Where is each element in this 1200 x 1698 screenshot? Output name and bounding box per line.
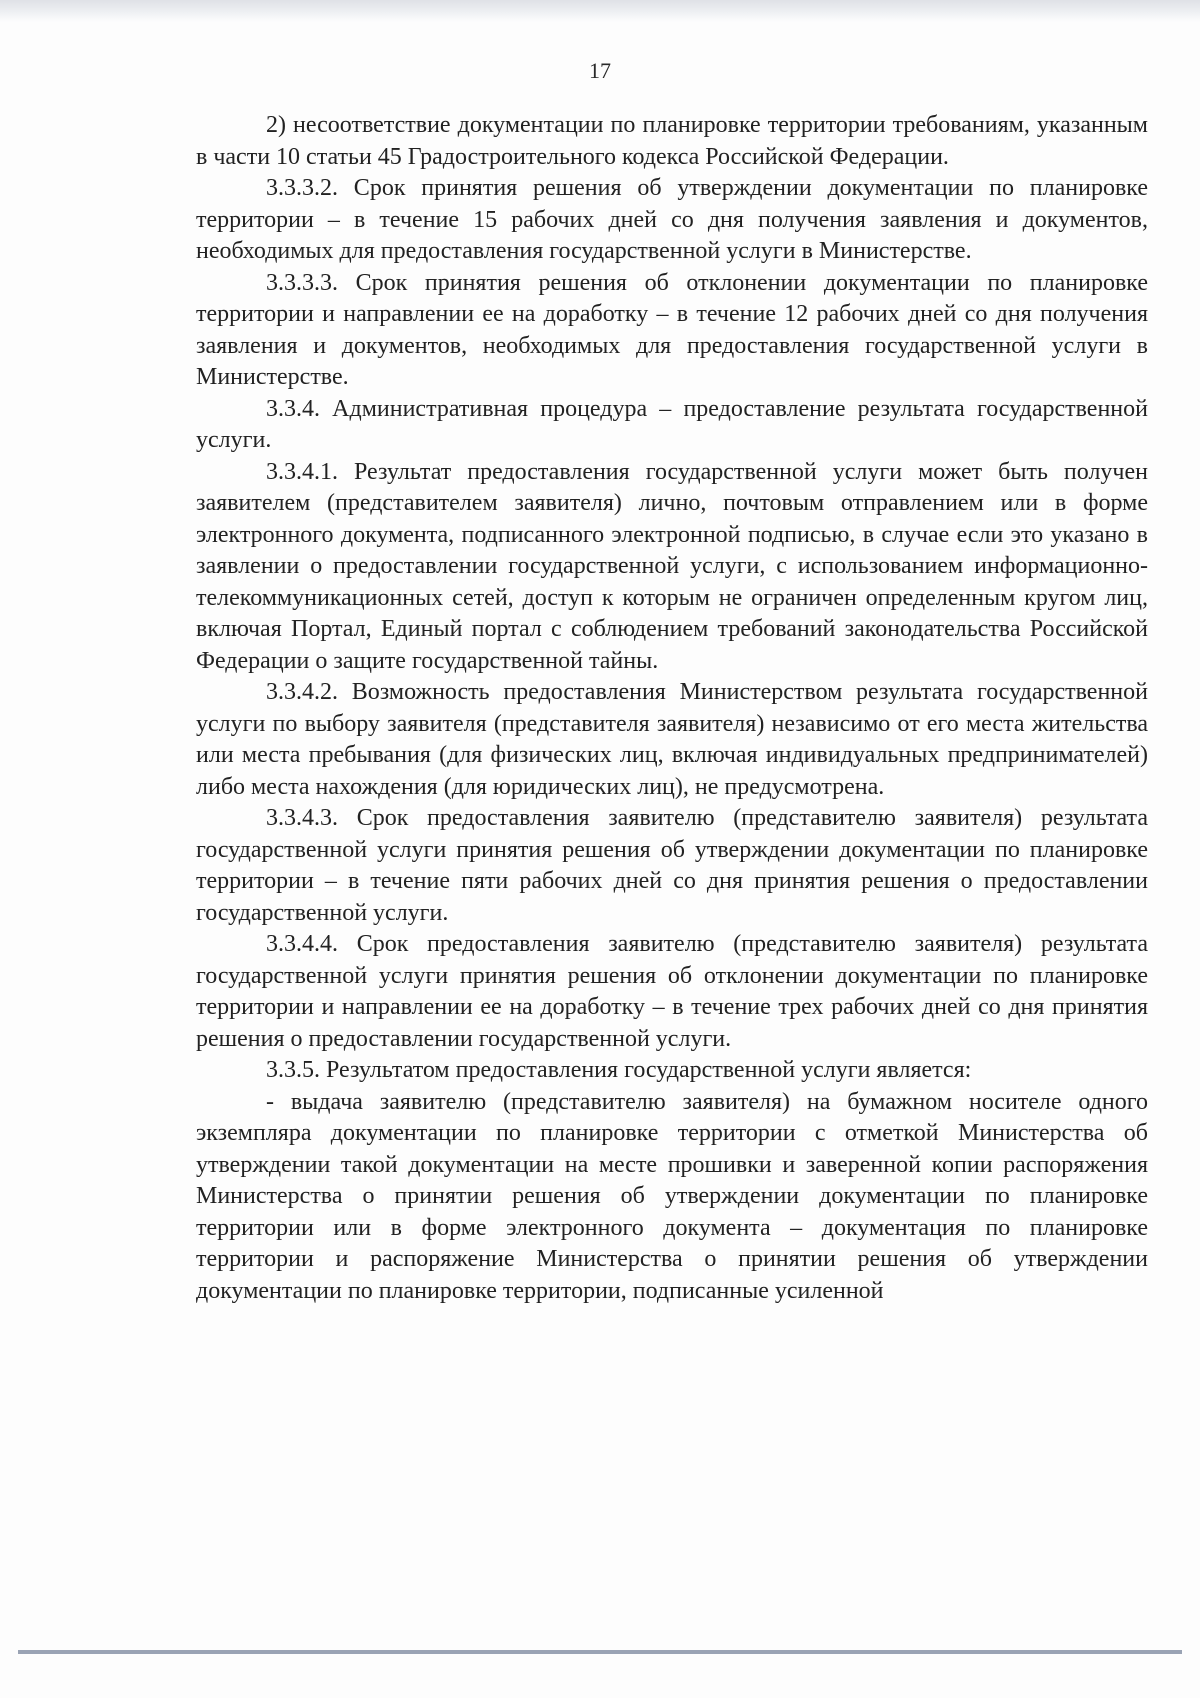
document-body <box>196 110 1148 1307</box>
paragraph: 3.3.3.2. Срок принятия решения об утверждении документации по планировке территории – в течение 15 рабочих дней со дня получения заявления и документов, необходимых для предоставления государственной услуги в Министерстве. <box>196 175 1148 264</box>
paragraph: 3.3.4.2. Возможность предоставления Министерством результата государственной услуги по выбору заявителя (представителя заявителя) независимо от его места жительства или места пребывания (для физических лиц, включая индивидуальных предпринимателей) либо места нахождения (для юридических лиц), не предусмотрена. <box>196 679 1148 800</box>
paragraph: 2) несоответствие документации по планировке территории требованиям, указанным в части 10 статьи 45 Градостроительного кодекса Российской Федерации. <box>196 112 1148 170</box>
paragraph: 3.3.4.4. Срок предоставления заявителю (представителю заявителя) результата государственной услуги принятия решения об отклонении документации по планировке территории и направлении ее на доработку – в течение трех рабочих дней со дня принятия решения о предоставлении государственной услуги. <box>196 931 1148 1052</box>
paragraph: 3.3.5. Результатом предоставления государственной услуги является: <box>266 1057 972 1083</box>
scan-top-edge <box>0 0 1200 22</box>
paragraph: 3.3.4. Административная процедура – предоставление результата государственной услуги. <box>196 395 1148 453</box>
paragraph: 3.3.4.1. Результат предоставления государственной услуги может быть получен заявителем (представителем заявителя) лично, почтовым отправлением или в форме электронного документа, подписанного электронной подписью, в случае если это указано в заявлении о предоставлении государственной услуги, с использованием информационно-телекоммуникационных сетей, доступ к которым не ограничен определенным кругом лиц, включая Портал, Единый портал с соблюдением требований законодательства Российской Федерации о защите государственной тайны. <box>196 458 1148 674</box>
paragraph: - выдача заявителю (представителю заявителя) на бумажном носителе одного экземпляра документации по планировке территории с отметкой Министерства об утверждении такой документации на месте прошивки и заверенной копии распоряжения Министерства о принятии решения об утверждении документации по планировке территории или в форме электронного документа – документация по планировке территории и распоряжение Министерства о принятии решения об утверждении документации по планировке территории, подписанные усиленной <box>196 1088 1148 1304</box>
scan-bottom-line <box>18 1650 1182 1654</box>
paragraph: 3.3.3.3. Срок принятия решения об отклонении документации по планировке территории и направлении ее на доработку – в течение 12 рабочих дней со дня получения заявления и документов, необходимых для предоставления государственной услуги в Министерстве. <box>196 269 1148 390</box>
paragraph: 3.3.4.3. Срок предоставления заявителю (представителю заявителя) результата государственной услуги принятия решения об утверждении документации по планировке территории – в течение пяти рабочих дней со дня принятия решения о предоставлении государственной услуги. <box>196 805 1148 926</box>
page-number: 17 <box>589 58 611 83</box>
